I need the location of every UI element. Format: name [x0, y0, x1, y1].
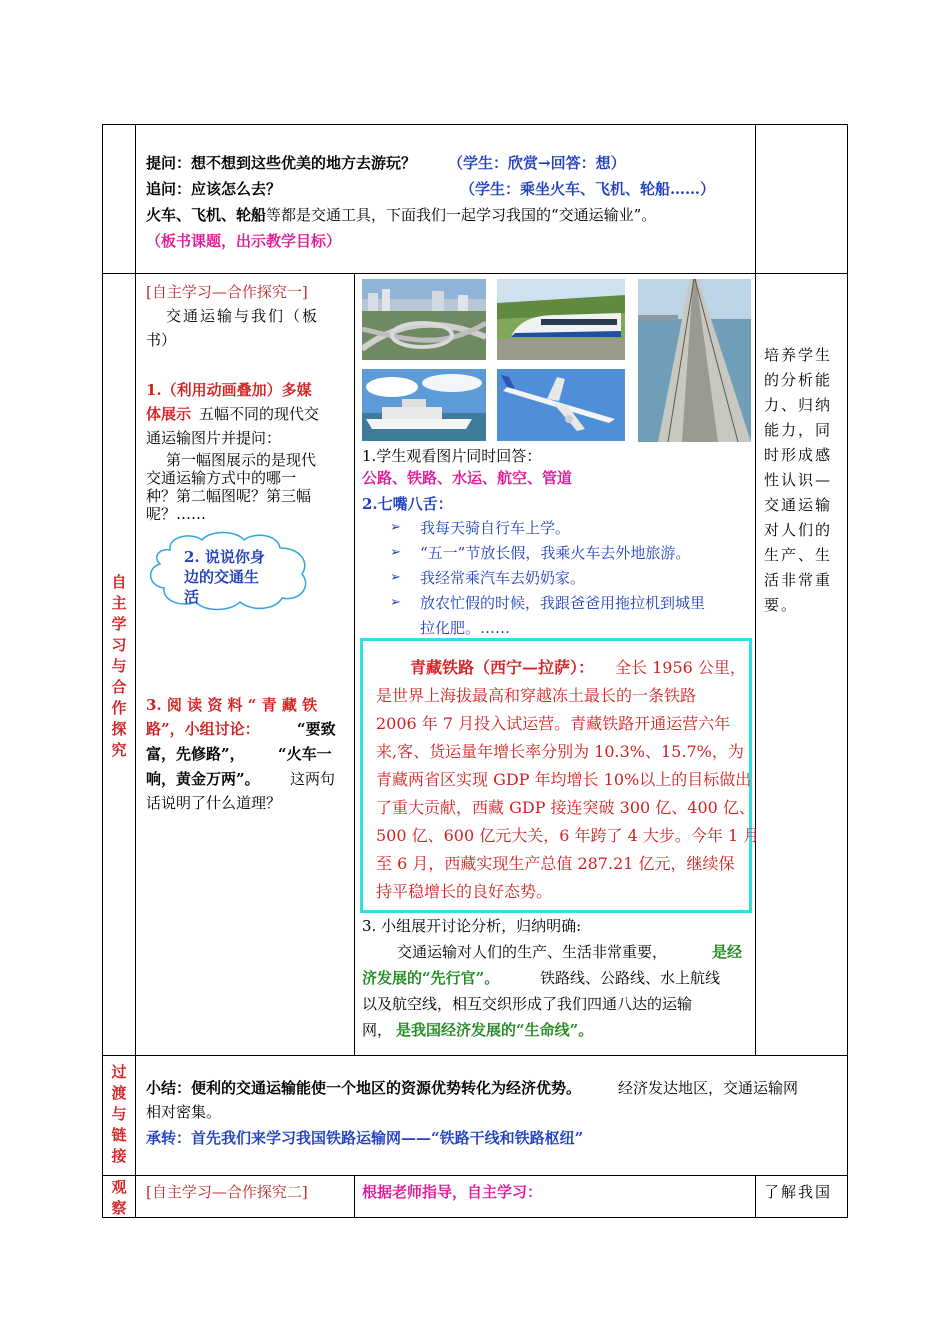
goal-line: 交通运输 [764, 496, 833, 514]
question-2-answer: （学生：乘坐火车、飞机、轮船……） [460, 180, 716, 198]
railway-box-line: 青藏两省区实现 GDP 年均增长 10%以上的目标做出 [376, 770, 752, 789]
qizui-heading: 2.七嘴八舌： [362, 495, 453, 513]
item3-line1: 3. 阅 读 资 料 “ 青 藏 铁 [146, 696, 318, 714]
bullet-arrow-icon: ➢ [390, 595, 401, 610]
section2-side-label: 观察 [111, 1178, 127, 1217]
railway-box-line: 全长 1956 公里， [615, 658, 746, 677]
summary-line4b: 是我国经济发展的“生命线”。 [396, 1021, 594, 1039]
item1-question-4: 呢？…… [146, 505, 207, 523]
summary-line1b: 是经 [712, 943, 743, 961]
section2-instruction: 根据老师指导，自主学习： [362, 1183, 543, 1201]
item3-line4a: 响，黄金万两”。 [146, 770, 260, 788]
goal-line: 培养学生 [764, 346, 833, 364]
item3-line5: 话说明了什么道理？ [146, 794, 282, 812]
railway-box-line: 是世界上海拔最高和穿越冻土最长的一条铁路 [376, 686, 697, 705]
transport-tools-bold: 火车、飞机、轮船 [146, 206, 267, 224]
cloud-text-3: 活 [184, 588, 200, 606]
transport-tools-text: 等都是交通工具，下面我们一起学习我国的“交通运输业”。 [266, 206, 657, 224]
transition-summary-text: 经济发达地区，交通运输网 [618, 1079, 799, 1097]
railway-box-line: 500 亿、600 亿元大关，6 年跨了 4 大步。今年 1 月 [376, 826, 760, 845]
item1-heading: 1.（利用动画叠加）多媒 [146, 381, 312, 399]
section2-header: [自主学习—合作探究二] [146, 1183, 308, 1201]
item1-text: 五幅不同的现代交 [199, 405, 320, 423]
summary-line2a: 济发展的“先行官”。 [362, 969, 500, 987]
railway-box-line: 来,客、货运量年增长率分别为 10.3%、15.7%，为 [376, 742, 744, 761]
item1-question-3: 种？第二幅图呢？第三幅 [146, 487, 312, 505]
ferry-ship-photo [362, 369, 486, 441]
transition-summary-bold: 小结：便利的交通运输能使一个地区的资源优势转化为经济优势。 [146, 1079, 582, 1097]
railway-box-title: 青藏铁路（西宁—拉萨）： [410, 658, 595, 677]
item3-line3b: “火车一 [278, 745, 332, 763]
cloud-text-1: 2. 说说你身 [184, 548, 265, 566]
goal-line: 的分析能 [764, 371, 833, 389]
goal-line: 对人们的 [764, 521, 833, 539]
railway-box-line: 持平稳增长的良好态势。 [376, 882, 553, 901]
summary-line2b: 铁路线、公路线、水上航线 [540, 969, 721, 987]
section2-goal: 了解我国 [764, 1183, 833, 1201]
transport-modes-answer: 公路、铁路、水运、航空、管道 [362, 469, 573, 487]
section1-title-line2: 书） [146, 331, 177, 349]
item1-heading-2: 体展示 [146, 405, 192, 423]
goal-line: 活非常重 [764, 571, 833, 589]
goal-line: 性认识— [764, 471, 833, 489]
section1-title-line1: 交通运输与我们（板 [166, 307, 320, 325]
section1-side-label: 自主学习与合作探究 [111, 573, 127, 759]
item1-text-2: 通运输图片并提问： [146, 429, 282, 447]
summary-line3: 以及航空线，相互交织形成了我们四通八达的运输 [362, 995, 693, 1013]
summary-line1a: 交通运输对人们的生产、生活非常重要， [397, 943, 668, 961]
question-2: 追问：应该怎么去？ [146, 180, 282, 198]
question-1-answer: （学生：欣赏→回答：想） [448, 154, 626, 172]
goal-line: 时形成感 [764, 446, 833, 464]
bullet-item: 我每天骑自行车上学。 [420, 519, 571, 537]
item3-line4b: 这两句 [290, 770, 336, 788]
bullet-item: “五一”节放长假，我乘火车去外地旅游。 [420, 544, 691, 562]
bullet-item-continued: 拉化肥。…… [420, 619, 511, 637]
airplane-photo [497, 369, 625, 441]
highway-interchange-photo [362, 279, 486, 360]
goal-line: 生产、生 [764, 546, 833, 564]
transition-summary-line2: 相对密集。 [146, 1103, 222, 1121]
item3-line2b: “要致 [297, 720, 336, 738]
discussion-label: 3. 小组展开讨论分析，归纳明确: [362, 917, 582, 935]
observe-label: 1.学生观看图片同时回答： [362, 447, 542, 465]
item1-question-1: 第一幅图展示的是现代 [166, 451, 317, 469]
transition-side-label: 过渡与链接 [111, 1063, 127, 1165]
cloud-text-2: 边的交通生 [184, 568, 260, 586]
railway-box-line: 2006 年 7 月投入试运营。青藏铁路开通运营六年 [376, 714, 731, 733]
summary-line4a: 网， [362, 1021, 393, 1039]
sea-bridge-photo [638, 279, 751, 442]
item1-question-2: 交通运输方式中的哪一 [146, 469, 297, 487]
bullet-item: 放农忙假的时候，我跟爸爸用拖拉机到城里 [420, 594, 706, 612]
goal-line: 能力，同 [764, 421, 833, 439]
high-speed-train-photo [497, 279, 625, 360]
transition-bridge: 承转：首先我们来学习我国铁路运输网——“铁路干线和铁路枢纽” [146, 1129, 584, 1147]
goal-line: 要。 [764, 596, 799, 614]
item3-line2a: 路”，小组讨论： [146, 720, 260, 738]
board-note: （板书课题，出示教学目标） [146, 232, 342, 250]
railway-box-line: 了重大贡献，西藏 GDP 接连突破 300 亿、400 亿、 [376, 798, 755, 817]
bullet-arrow-icon: ➢ [390, 520, 401, 535]
goal-line: 力、归纳 [764, 396, 833, 414]
item3-line3a: 富，先修路”， [146, 745, 245, 763]
railway-box-line: 至 6 月，西藏实现生产总值 287.21 亿元，继续保 [376, 854, 735, 873]
question-1: 提问：想不想到这些优美的地方去游玩？ [146, 154, 417, 172]
bullet-arrow-icon: ➢ [390, 545, 401, 560]
bullet-item: 我经常乘汽车去奶奶家。 [420, 569, 586, 587]
section1-header: [自主学习—合作探究一] [146, 283, 308, 301]
bullet-arrow-icon: ➢ [390, 570, 401, 585]
